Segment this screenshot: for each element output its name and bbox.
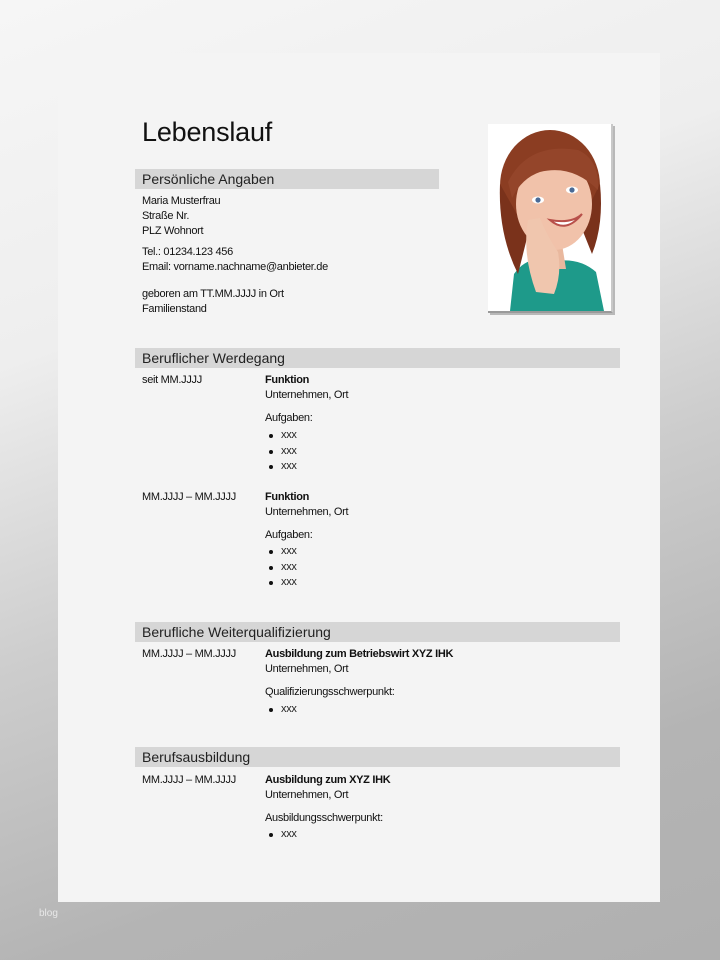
- entry-company: Unternehmen, Ort: [265, 789, 349, 801]
- section-heading-further-training: Berufliche Weiterqualifizierung: [135, 622, 620, 642]
- entry-role: Funktion: [265, 491, 310, 503]
- entry-company: Unternehmen, Ort: [265, 389, 349, 401]
- entry-focus-label: Ausbildungsschwerpunkt:: [265, 812, 383, 824]
- entry-company: Unternehmen, Ort: [265, 506, 349, 518]
- entry-company: Unternehmen, Ort: [265, 663, 349, 675]
- entry-tasks-label: Aufgaben:: [265, 412, 313, 424]
- phone: Tel.: 01234.123 456: [142, 246, 233, 258]
- personal-birth: [142, 287, 284, 317]
- portrait-photo-icon: [488, 124, 611, 311]
- entry-tasks-list: [265, 544, 297, 591]
- entry-role: Ausbildung zum Betriebswirt XYZ IHK: [265, 648, 454, 660]
- list-item: xxx: [265, 544, 297, 560]
- list-item: xxx: [265, 459, 297, 475]
- entry-focus-list: [265, 827, 297, 843]
- entry-tasks-list: [265, 428, 297, 475]
- city: PLZ Wohnort: [142, 225, 204, 237]
- entry-date: seit MM.JJJJ: [142, 374, 202, 386]
- section-heading-vocational-training: Berufsausbildung: [135, 747, 620, 767]
- watermark-text: blog: [39, 908, 58, 919]
- entry-focus-list: [265, 702, 297, 718]
- list-item: xxx: [265, 444, 297, 460]
- list-item: xxx: [265, 827, 297, 843]
- personal-address: [142, 194, 220, 239]
- full-name: Maria Musterfrau: [142, 195, 221, 207]
- entry-date: MM.JJJJ – MM.JJJJ: [142, 774, 236, 786]
- marital-status: Familienstand: [142, 303, 207, 315]
- entry-date: MM.JJJJ – MM.JJJJ: [142, 648, 236, 660]
- entry-focus-label: Qualifizierungsschwerpunkt:: [265, 686, 395, 698]
- birth-info: geboren am TT.MM.JJJJ in Ort: [142, 288, 284, 300]
- entry-role: Ausbildung zum XYZ IHK: [265, 774, 391, 786]
- list-item: xxx: [265, 560, 297, 576]
- section-heading-career: Beruflicher Werdegang: [135, 348, 620, 368]
- cv-page: [58, 53, 660, 902]
- personal-contact: [142, 245, 328, 275]
- portrait-photo-frame: [488, 124, 613, 313]
- list-item: xxx: [265, 428, 297, 444]
- entry-date: MM.JJJJ – MM.JJJJ: [142, 491, 236, 503]
- list-item: xxx: [265, 702, 297, 718]
- entry-role: Funktion: [265, 374, 310, 386]
- entry-tasks-label: Aufgaben:: [265, 529, 313, 541]
- email: Email: vorname.nachname@anbieter.de: [142, 261, 328, 273]
- street: Straße Nr.: [142, 210, 190, 222]
- section-heading-personal: Persönliche Angaben: [135, 169, 439, 189]
- list-item: xxx: [265, 575, 297, 591]
- page-title: Lebenslauf: [142, 117, 273, 147]
